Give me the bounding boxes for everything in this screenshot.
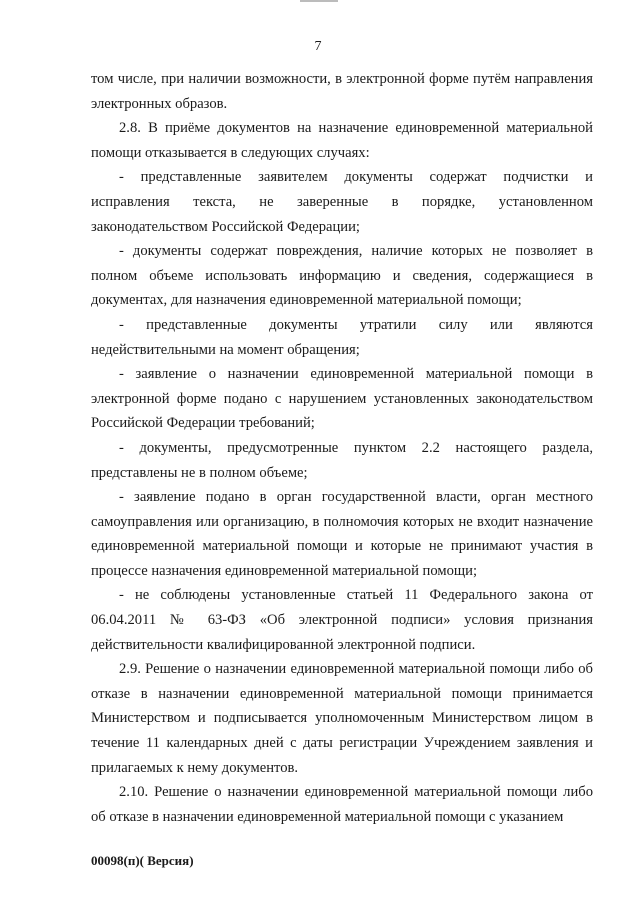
- list-item: - представленные заявителем документы содержат подчистки и исправления текста, не заверенные в порядке, установленном законодательством Российской Федерации;: [91, 169, 593, 235]
- scan-artifact-mark: [300, 0, 338, 2]
- footer-code: 00098(п): [91, 853, 140, 868]
- paragraph-2-9: 2.9. Решение о назначении единовременной материальной помощи либо об отказе в назначении единовременной материальной помощи принимается Министерством и подписывается уполномоченным Министерством лицом в течение 11 календарных дней с даты регистрации Учреждением заявления и прилагаемых к нему документов.: [91, 661, 593, 776]
- list-item: - документы, предусмотренные пунктом 2.2 настоящего раздела, представлены не в полном объеме;: [91, 439, 593, 481]
- list-item: - представленные документы утратили силу или являются недействительными на момент обращения;: [91, 316, 593, 358]
- paragraph-2-10: 2.10. Решение о назначении единовременной материальной помощи либо об отказе в назначении единовременной материальной помощи с указанием: [91, 784, 593, 825]
- paragraph-2-8: 2.8. В приёме документов на назначение единовременной материальной помощи отказывается в следующих случаях:: [91, 120, 593, 161]
- document-footer: [91, 853, 194, 869]
- document-body: [91, 67, 593, 829]
- paragraph-continuation: том числе, при наличии возможности, в электронной форме путём направления электронных образов.: [91, 71, 593, 112]
- page-number: 7: [314, 39, 322, 54]
- list-item: - заявление о назначении единовременной материальной помощи в электронной форме подано с нарушением установленных законодательством Российской Федерации требований;: [91, 366, 593, 432]
- list-item: - заявление подано в орган государственной власти, орган местного самоуправления или организацию, в полномочия которых не входит назначение единовременной материальной помощи и которые не принимают участия в процессе назначения единовременной материальной помощи;: [91, 489, 593, 579]
- footer-version-label: ( Версия): [139, 853, 194, 868]
- list-item: - не соблюдены установленные статьей 11 Федерального закона от 06.04.2011 № 63-ФЗ «Об электронной подписи» условия признания действительности квалифицированной электронной подписи.: [91, 587, 593, 653]
- list-item: - документы содержат повреждения, наличие которых не позволяет в полном объеме использовать информацию и сведения, содержащиеся в документах, для назначения единовременной материальной помощи;: [91, 243, 593, 309]
